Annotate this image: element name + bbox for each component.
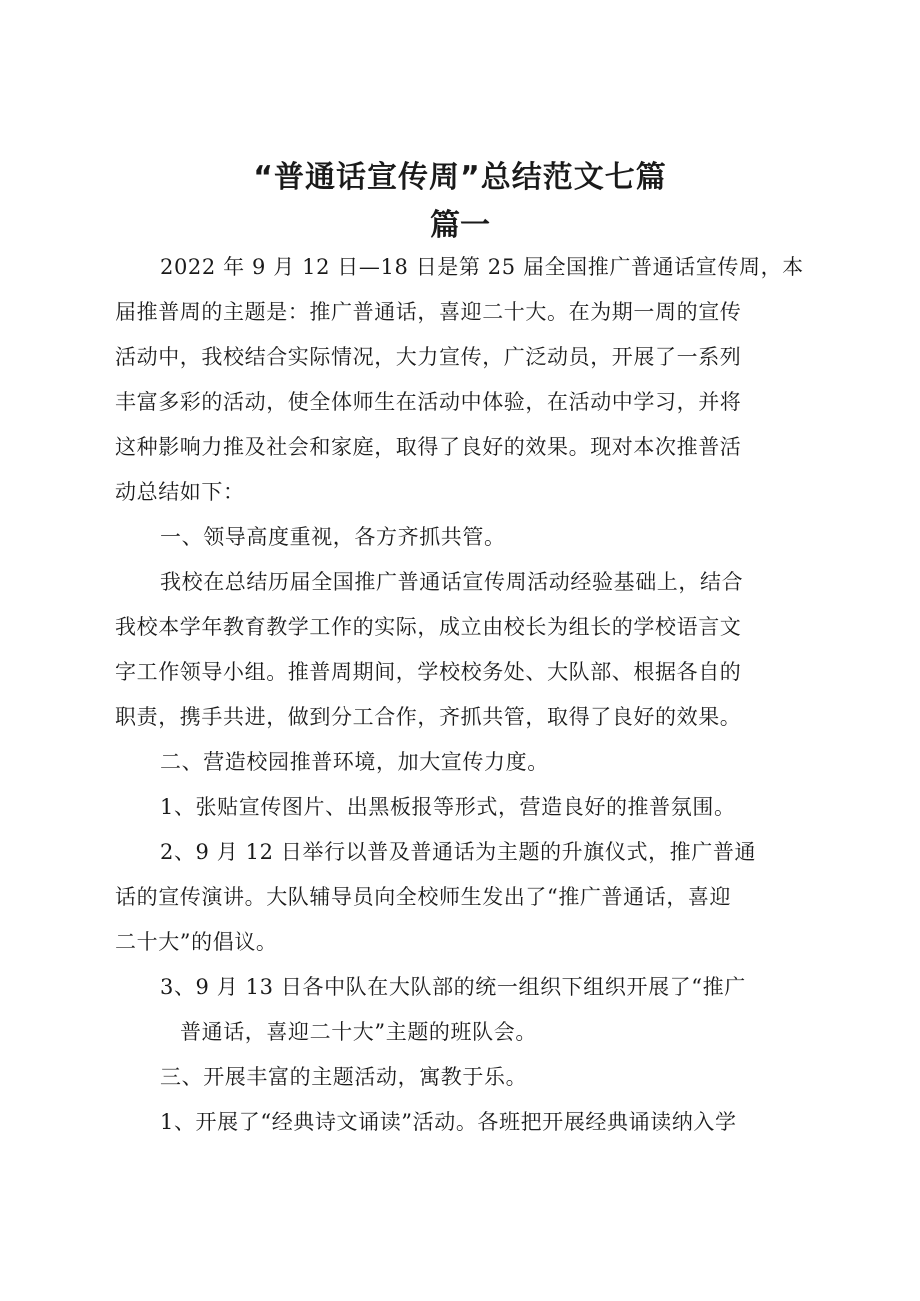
- paragraph-line: 动总结如下：: [115, 480, 245, 504]
- paragraph-line: 二十大”的倡议。: [115, 930, 278, 954]
- paragraph-line: 我校在总结历届全国推广普通话宣传周活动经验基础上，结合: [160, 570, 744, 594]
- list-item: 1、开展了“经典诗文诵读”活动。各班把开展经典诵读纳入学: [160, 1110, 737, 1134]
- paragraph-line: 职责，携手共进，做到分工合作，齐抓共管，取得了良好的效果。: [115, 705, 742, 729]
- list-item: 3、9 月 13 日各中队在大队部的统一组织下组织开展了“推广: [160, 975, 746, 999]
- section-heading: 三、开展丰富的主题活动，寓教于乐。: [160, 1065, 528, 1089]
- section-title: 篇一: [430, 208, 490, 243]
- list-item: 1、张贴宣传图片、出黑板报等形式，营造良好的推普氛围。: [160, 795, 736, 819]
- paragraph-line: 普通话，喜迎二十大”主题的班队会。: [180, 1020, 537, 1044]
- paragraph-line: 活动中，我校结合实际情况，大力宣传，广泛动员，开展了一系列: [115, 345, 742, 369]
- paragraph-line: 这种影响力推及社会和家庭，取得了良好的效果。现对本次推普活: [115, 435, 742, 459]
- paragraph-line: 届推普周的主题是：推广普通话，喜迎二十大。在为期一周的宣传: [115, 300, 742, 324]
- list-item: 2、9 月 12 日举行以普及普通话为主题的升旗仪式，推广普通: [160, 840, 757, 864]
- paragraph-line: 我校本学年教育教学工作的实际，成立由校长为组长的学校语言文: [115, 615, 742, 639]
- section-heading: 一、领导高度重视，各方齐抓共管。: [160, 525, 506, 549]
- paragraph-line: 2022 年 9 月 12 日—18 日是第 25 届全国推广普通话宣传周，本: [160, 255, 804, 279]
- paragraph-line: 话的宣传演讲。大队辅导员向全校师生发出了“推广普通话，喜迎: [115, 885, 732, 909]
- document-title: “普通话宣传周”总结范文七篇: [253, 160, 667, 195]
- paragraph-line: 字工作领导小组。推普周期间，学校校务处、大队部、根据各自的: [115, 660, 742, 684]
- section-heading: 二、营造校园推普环境，加大宣传力度。: [160, 750, 549, 774]
- paragraph-line: 丰富多彩的活动，使全体师生在活动中体验，在活动中学习，并将: [115, 390, 742, 414]
